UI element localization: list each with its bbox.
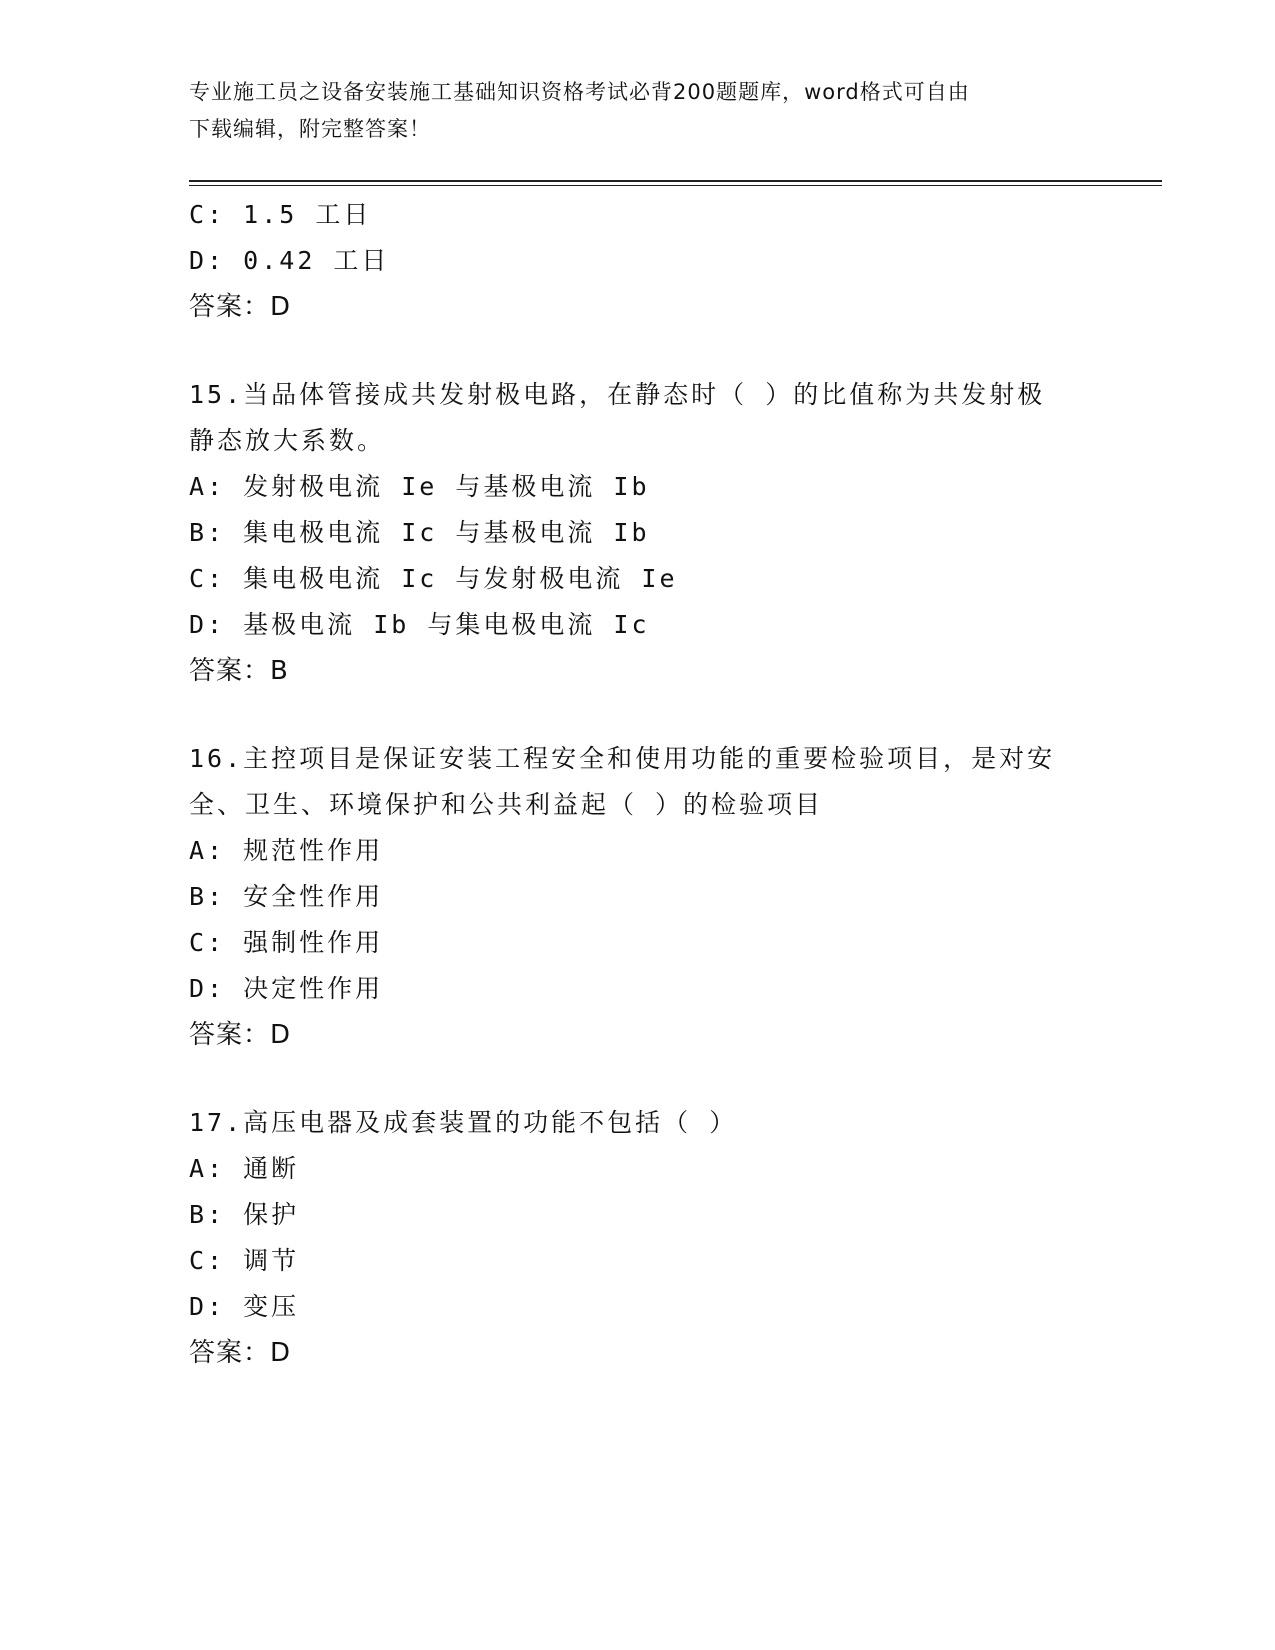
question-stem: [189, 372, 1089, 464]
option-d: [189, 602, 1089, 648]
answer-line: 答案：B: [189, 656, 289, 686]
option-text: 安全性作用: [243, 882, 384, 911]
question-stem-line-1: 17.高压电器及成套装置的功能不包括（ ）: [189, 1108, 738, 1137]
option-a: [189, 464, 1089, 510]
option-d: [189, 238, 1089, 284]
option-letter: A:: [189, 1154, 226, 1183]
option-text: 发射极电流 Ie 与基极电流 Ib: [243, 472, 650, 501]
option-text: 保护: [243, 1200, 300, 1229]
question-17: [189, 1100, 1089, 1376]
question-stem-line-1: 15.当品体管接成共发射极电路，在静态时（ ）的比值称为共发射极: [189, 380, 1046, 409]
answer-line: 答案：D: [189, 1020, 292, 1050]
option-b: [189, 874, 1089, 920]
option-letter: A:: [189, 472, 226, 501]
spacer: [189, 1058, 1089, 1100]
question-stem-line-2: 全、卫生、环境保护和公共利益起（ ）的检验项目: [189, 790, 824, 819]
option-a: [189, 828, 1089, 874]
answer-line: 答案：D: [189, 1338, 292, 1368]
spacer: [189, 694, 1089, 736]
option-text: 强制性作用: [243, 928, 384, 957]
option-text: 变压: [243, 1292, 300, 1321]
previous-question-tail: [189, 192, 1089, 330]
answer-line: 答案：D: [189, 292, 292, 322]
option-d: [189, 966, 1089, 1012]
document-body: [189, 192, 1089, 1376]
option-letter: D:: [189, 610, 226, 639]
header-line-1: 专业施工员之设备安装施工基础知识资格考试必背200题题库，word格式可自由: [189, 80, 970, 104]
option-letter: C:: [189, 928, 226, 957]
option-a: [189, 1146, 1089, 1192]
page-header: [189, 74, 1089, 148]
option-d: [189, 1284, 1089, 1330]
option-text: 1.5 工日: [243, 200, 372, 229]
option-text: 调节: [243, 1246, 300, 1275]
header-divider: [189, 180, 1162, 186]
option-text: 决定性作用: [243, 974, 384, 1003]
option-letter: C:: [189, 1246, 226, 1275]
question-15: [189, 372, 1089, 694]
question-stem-line-2: 静态放大系数。: [189, 426, 386, 455]
option-text: 规范性作用: [243, 836, 384, 865]
option-letter: D:: [189, 1292, 226, 1321]
option-text: 基极电流 Ib 与集电极电流 Ic: [243, 610, 650, 639]
option-c: [189, 920, 1089, 966]
question-16: [189, 736, 1089, 1058]
question-stem: [189, 736, 1089, 828]
question-stem: [189, 1100, 1089, 1146]
option-text: 集电极电流 Ic 与发射极电流 Ie: [243, 564, 678, 593]
option-letter: D:: [189, 974, 226, 1003]
option-b: [189, 510, 1089, 556]
option-b: [189, 1192, 1089, 1238]
option-letter: C:: [189, 564, 226, 593]
question-stem-line-1: 16.主控项目是保证安装工程安全和使用功能的重要检验项目，是对安: [189, 744, 1056, 773]
option-c: [189, 556, 1089, 602]
option-letter: A:: [189, 836, 226, 865]
spacer: [189, 330, 1089, 372]
option-text: 通断: [243, 1154, 300, 1183]
option-letter: B:: [189, 1200, 226, 1229]
option-letter: D:: [189, 246, 226, 275]
option-c: [189, 192, 1089, 238]
option-letter: B:: [189, 882, 226, 911]
option-letter: C:: [189, 200, 226, 229]
option-c: [189, 1238, 1089, 1284]
option-text: 0.42 工日: [243, 246, 390, 275]
option-text: 集电极电流 Ic 与基极电流 Ib: [243, 518, 650, 547]
header-line-2: 下载编辑，附完整答案！: [189, 117, 431, 141]
option-letter: B:: [189, 518, 226, 547]
